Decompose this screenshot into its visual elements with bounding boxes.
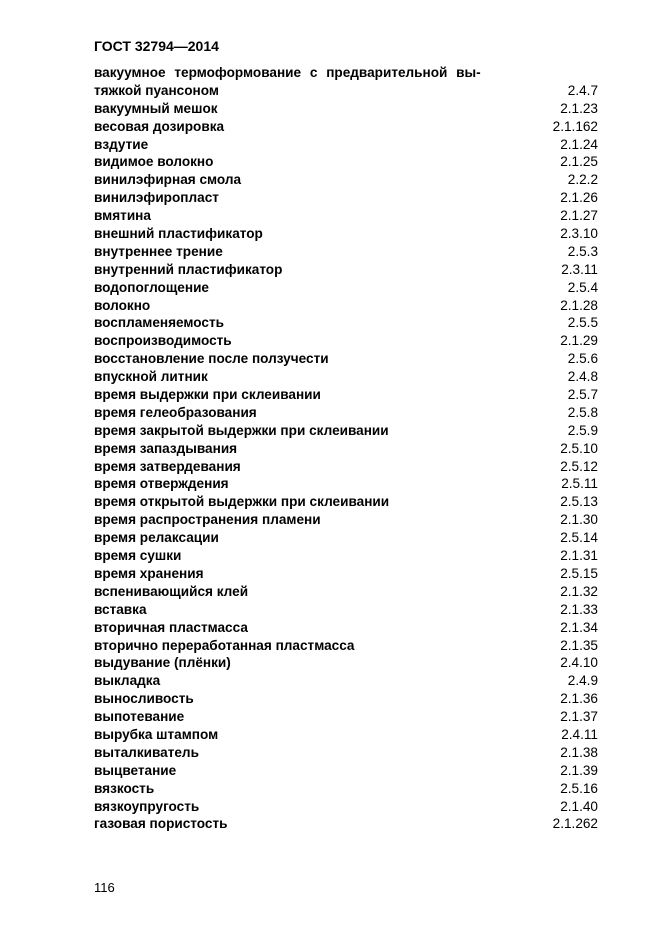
index-entry bbox=[94, 279, 598, 297]
index-reference: 2.5.13 bbox=[560, 494, 598, 510]
index-term: восстановление после ползучести bbox=[94, 351, 329, 367]
index-entry bbox=[94, 386, 598, 404]
index-term: вторично переработанная пластмасса bbox=[94, 637, 355, 653]
index-entry bbox=[94, 153, 598, 171]
index-term: вспенивающийся клей bbox=[94, 583, 249, 599]
index-term: внутренний пластификатор bbox=[94, 261, 283, 277]
index-term: внутреннее трение bbox=[94, 243, 223, 259]
index-entry bbox=[94, 207, 598, 225]
index-entry bbox=[94, 744, 598, 762]
index-entry bbox=[94, 565, 598, 583]
index-reference: 2.1.40 bbox=[560, 798, 598, 814]
index-term: вязкоупругость bbox=[94, 798, 200, 814]
index-entry bbox=[94, 332, 598, 350]
index-term: газовая пористость bbox=[94, 816, 228, 832]
index-entry bbox=[94, 243, 598, 261]
index-reference: 2.5.4 bbox=[567, 279, 598, 295]
index-term: волокно bbox=[94, 297, 151, 313]
index-reference: 2.5.14 bbox=[560, 530, 598, 546]
index-reference: 2.4.11 bbox=[561, 726, 598, 742]
index-reference: 2.1.30 bbox=[560, 512, 598, 528]
index-reference: 2.1.37 bbox=[560, 709, 598, 725]
index-term: воспроизводимость bbox=[94, 333, 232, 349]
index-term: время релаксации bbox=[94, 530, 219, 546]
index-reference: 2.5.10 bbox=[560, 440, 598, 456]
index-entry bbox=[94, 672, 598, 690]
index-reference: 2.5.11 bbox=[561, 476, 598, 492]
index-term: выталкиватель bbox=[94, 744, 199, 760]
index-entry bbox=[94, 404, 598, 422]
index-reference: 2.5.12 bbox=[560, 458, 598, 474]
index-term: время распространения пламени bbox=[94, 512, 321, 528]
index-term: вторичная пластмасса bbox=[94, 619, 248, 635]
index-term: время отверждения bbox=[94, 476, 229, 492]
index-reference: 2.5.9 bbox=[567, 422, 598, 438]
index-entry bbox=[94, 654, 598, 672]
index-term: винилэфирная смола bbox=[94, 172, 242, 188]
index-entry bbox=[94, 780, 598, 798]
index-reference: 2.5.3 bbox=[567, 243, 598, 259]
index-reference: 2.1.23 bbox=[560, 100, 598, 116]
index-reference: 2.1.34 bbox=[560, 619, 598, 635]
index-reference: 2.3.10 bbox=[560, 226, 598, 242]
index-term: время сушки bbox=[94, 548, 182, 564]
index-term: выдувание (плёнки) bbox=[94, 655, 231, 671]
index-reference: 2.5.16 bbox=[560, 780, 598, 796]
index-entry bbox=[94, 583, 598, 601]
index-term: видимое волокно bbox=[94, 154, 214, 170]
term-index bbox=[94, 64, 598, 833]
index-term: вздутие bbox=[94, 136, 149, 152]
index-reference: 2.1.24 bbox=[560, 136, 598, 152]
index-term: время гелеобразования bbox=[94, 404, 257, 420]
index-term: винилэфиропласт bbox=[94, 190, 219, 206]
index-reference: 2.1.32 bbox=[560, 583, 598, 599]
index-reference: 2.1.39 bbox=[560, 762, 598, 778]
index-entry bbox=[94, 440, 598, 458]
index-entry bbox=[94, 225, 598, 243]
index-reference: 2.1.35 bbox=[560, 637, 598, 653]
index-reference: 2.1.25 bbox=[560, 154, 598, 170]
index-entry bbox=[94, 189, 598, 207]
index-entry bbox=[94, 493, 598, 511]
index-entry bbox=[94, 422, 598, 440]
index-entry bbox=[94, 511, 598, 529]
index-term: время выдержки при склеивании bbox=[94, 387, 321, 403]
index-term: время закрытой выдержки при склеивании bbox=[94, 422, 389, 438]
index-term: время запаздывания bbox=[94, 440, 238, 456]
index-reference: 2.1.162 bbox=[552, 118, 598, 134]
index-term: вязкость bbox=[94, 780, 155, 796]
index-entry bbox=[94, 297, 598, 315]
index-term: весовая дозировка bbox=[94, 118, 225, 134]
index-entry bbox=[94, 100, 598, 118]
index-term: водопоглощение bbox=[94, 279, 209, 295]
index-term: вакуумное термоформование с предварительной вы- bbox=[94, 65, 481, 80]
index-entry bbox=[94, 690, 598, 708]
index-reference: 2.1.26 bbox=[560, 190, 598, 206]
index-term: время затвердевания bbox=[94, 458, 241, 474]
index-reference: 2.1.27 bbox=[560, 208, 598, 224]
index-entry bbox=[94, 619, 598, 637]
index-entry bbox=[94, 118, 598, 136]
index-reference: 2.4.10 bbox=[560, 655, 598, 671]
index-reference: 2.1.29 bbox=[560, 333, 598, 349]
index-term: вакуумный мешок bbox=[94, 100, 218, 116]
index-term: вырубка штампом bbox=[94, 726, 219, 742]
index-reference: 2.1.36 bbox=[560, 691, 598, 707]
index-entry bbox=[94, 475, 598, 493]
index-reference: 2.4.8 bbox=[567, 369, 598, 385]
index-reference: 2.5.5 bbox=[567, 315, 598, 331]
index-entry-line bbox=[94, 64, 598, 82]
index-entry bbox=[94, 458, 598, 476]
index-reference: 2.4.7 bbox=[567, 82, 598, 98]
index-reference: 2.4.9 bbox=[567, 673, 598, 689]
index-entry bbox=[94, 350, 598, 368]
index-entry bbox=[94, 529, 598, 547]
index-entry bbox=[94, 82, 598, 100]
index-reference: 2.2.2 bbox=[567, 172, 598, 188]
index-entry bbox=[94, 726, 598, 744]
index-term: вмятина bbox=[94, 208, 151, 224]
index-entry bbox=[94, 136, 598, 154]
index-reference: 2.1.38 bbox=[560, 744, 598, 760]
index-reference: 2.5.8 bbox=[567, 404, 598, 420]
index-entry bbox=[94, 314, 598, 332]
index-entry bbox=[94, 708, 598, 726]
index-term: время открытой выдержки при склеивании bbox=[94, 494, 390, 510]
index-term: выцветание bbox=[94, 762, 177, 778]
index-entry bbox=[94, 798, 598, 816]
index-term: выкладка bbox=[94, 673, 161, 689]
index-reference: 2.1.28 bbox=[560, 297, 598, 313]
index-term: выпотевание bbox=[94, 709, 185, 725]
index-term: внешний пластификатор bbox=[94, 226, 263, 242]
index-term: время хранения bbox=[94, 565, 204, 581]
index-entry bbox=[94, 368, 598, 386]
page-number: 116 bbox=[94, 880, 115, 895]
index-reference: 2.1.31 bbox=[560, 548, 598, 564]
index-reference: 2.1.33 bbox=[560, 601, 598, 617]
index-reference: 2.5.7 bbox=[567, 387, 598, 403]
index-reference: 2.3.11 bbox=[561, 261, 598, 277]
index-term: впускной литник bbox=[94, 369, 208, 385]
document-header: ГОСТ 32794—2014 bbox=[94, 38, 219, 54]
index-entry bbox=[94, 637, 598, 655]
index-reference: 2.5.15 bbox=[560, 565, 598, 581]
index-term: выносливость bbox=[94, 691, 194, 707]
index-term: тяжкой пуансоном bbox=[94, 82, 219, 98]
index-entry bbox=[94, 762, 598, 780]
index-entry bbox=[94, 601, 598, 619]
index-entry bbox=[94, 171, 598, 189]
index-entry bbox=[94, 261, 598, 279]
index-term: вставка bbox=[94, 601, 147, 617]
index-term: воспламеняемость bbox=[94, 315, 224, 331]
index-reference: 2.1.262 bbox=[552, 816, 598, 832]
index-reference: 2.5.6 bbox=[567, 351, 598, 367]
index-entry bbox=[94, 815, 598, 833]
index-entry bbox=[94, 547, 598, 565]
